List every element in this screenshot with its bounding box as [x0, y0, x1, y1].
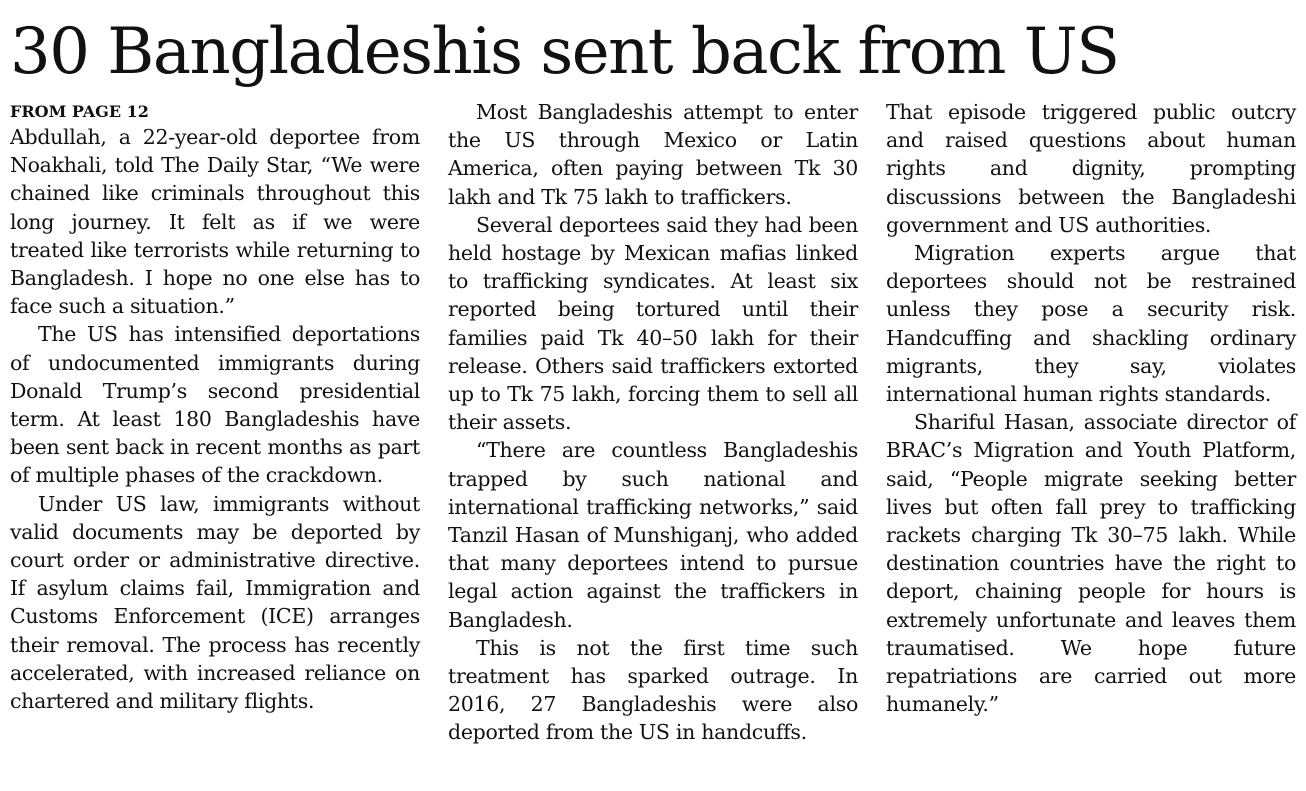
headline: 30 Bangladeshis sent back from US: [10, 15, 1119, 89]
paragraph: “There are countless Bangladeshis trapped by such national and international trafficking networks,” said Tanzil Hasan of Munshiganj, who added that many deportees intend to pursue legal action against the traffickers in Bangladesh.: [448, 438, 858, 632]
paragraph: Migration experts argue that deportees should not be restrained unless they pose a security risk. Handcuffing and shackling ordinary migrants, they say, violates international human rights standards.: [886, 241, 1296, 407]
paragraph: Under US law, immigrants without valid documents may be deported by court order or administrative directive. If asylum claims fail, Immigration and Customs Enforcement (ICE) arranges their removal. The process has recently accelerated, with increased reliance on chartered and military flights.: [10, 491, 420, 714]
paragraph: Several deportees said they had been held hostage by Mexican mafias linked to trafficking syndicates. At least six reported being tortured until their families paid Tk 40–50 lakh for their release. Others said traffickers extorted up to Tk 75 lakh, forcing them to sell all their assets.: [448, 212, 858, 435]
paragraph: The US has intensified deportations of undocumented immigrants during Donald Trump’s second presidential term. At least 180 Bangladeshis have been sent back in recent months as part of multiple phases of the crackdown.: [10, 322, 420, 488]
article-column-1: [10, 98, 420, 715]
paragraph: Abdullah, a 22-year-old deportee from Noakhali, told The Daily Star, “We were chained like criminals throughout this long journey. It felt as if we were treated like terrorists while returning to Bangladesh. I hope no one else has to face such a situation.”: [10, 125, 420, 319]
paragraph: Most Bangladeshis attempt to enter the US through Mexico or Latin America, often paying between Tk 30 lakh and Tk 75 lakh to traffickers.: [448, 100, 858, 209]
article-column-3: [886, 98, 1296, 718]
article-column-2: [448, 98, 858, 747]
paragraph: Shariful Hasan, associate director of BRAC’s Migration and Youth Platform, said, “People migrate seeking better lives but often fall prey to trafficking rackets charging Tk 30–75 lakh. While destination countries have the right to deport, chaining people for hours is extremely unfortunate and leaves them traumatised. We hope future repatriations are carried out more humanely.”: [886, 410, 1296, 717]
continuation-kicker: FROM PAGE 12: [10, 102, 149, 121]
paragraph: That episode triggered public outcry and raised questions about human rights and dignity, prompting discussions between the Bangladeshi government and US authorities.: [886, 100, 1296, 237]
paragraph: This is not the first time such treatment has sparked outrage. In 2016, 27 Bangladeshis were also deported from the US in handcuffs.: [448, 635, 858, 745]
